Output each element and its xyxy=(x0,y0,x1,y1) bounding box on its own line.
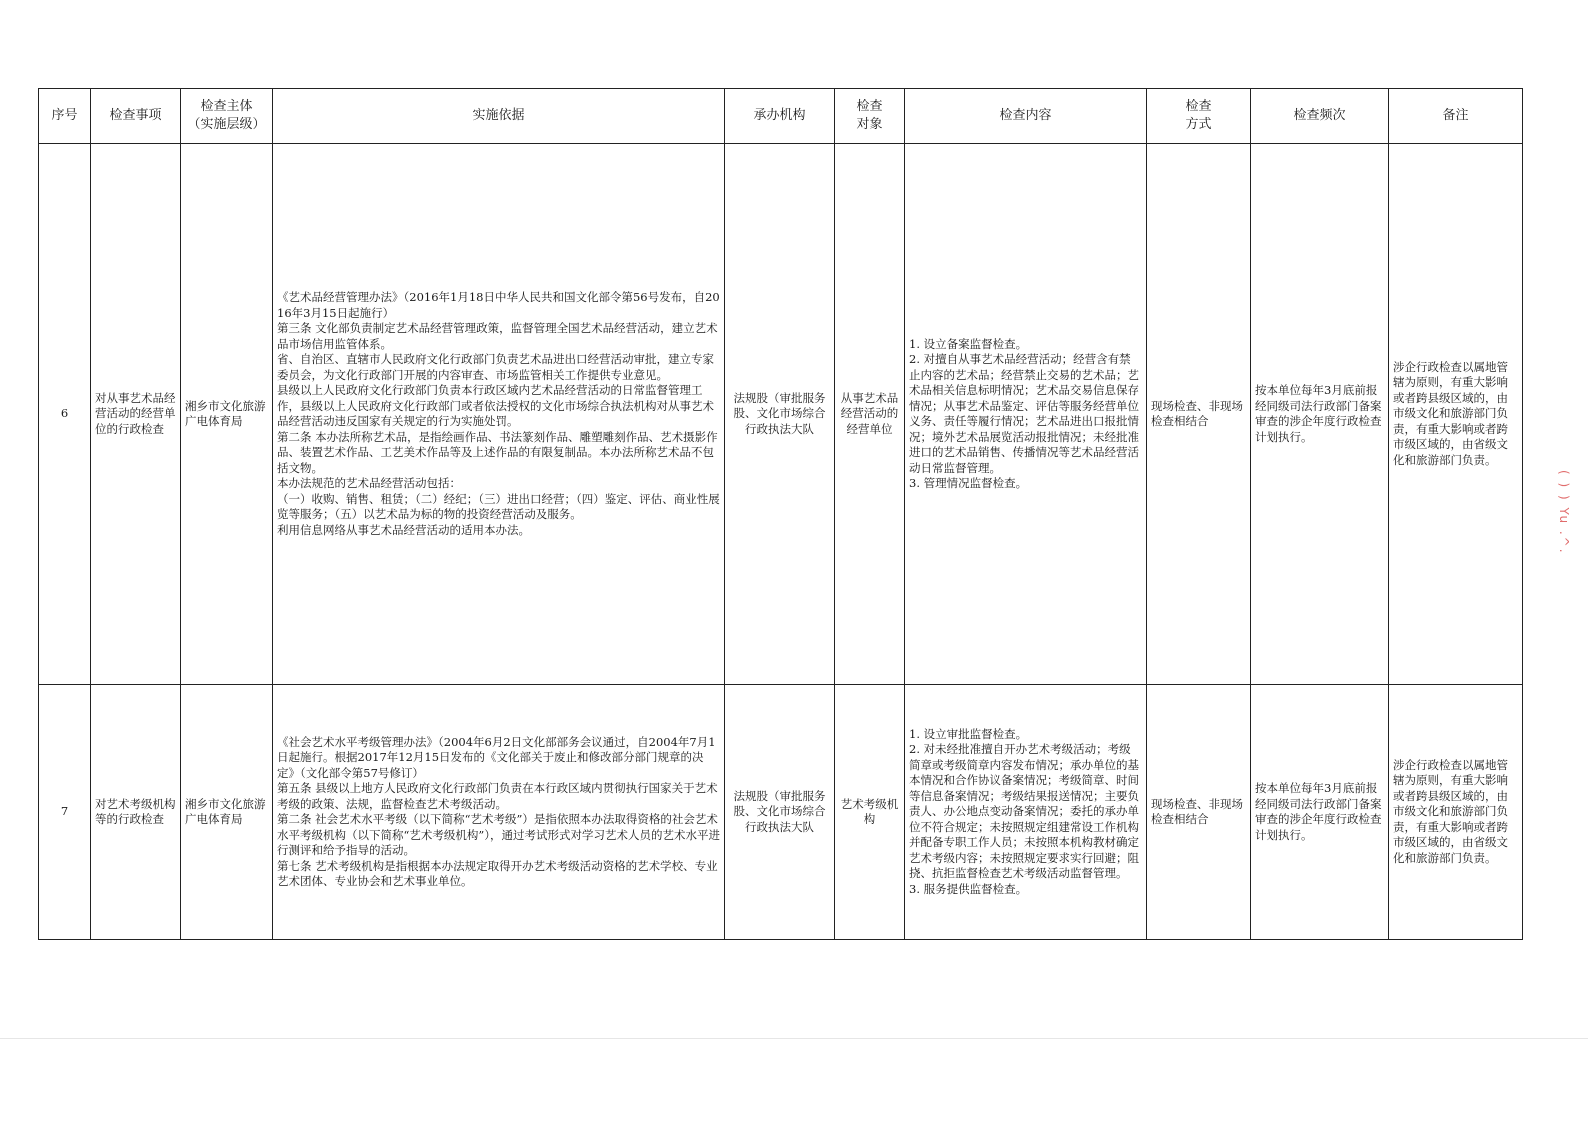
header-agency: 承办机构 xyxy=(725,89,835,144)
header-no: 序号 xyxy=(39,89,91,144)
row-no: 6 xyxy=(39,144,91,685)
basis-paragraph: 第二条 社会艺术水平考级（以下简称“艺术考级”）是指依照本办法取得资格的社会艺术水平考级机构（以下简称“艺术考级机构”），通过考试形式对学习艺术人员的艺术水平进行测评和给予指导的活动。 xyxy=(277,812,721,857)
basis-paragraph: 第三条 文化部负责制定艺术品经营管理政策，监督管理全国艺术品经营活动，建立艺术品市场信用监管体系。 xyxy=(277,321,718,351)
basis-paragraph: 第五条 县级以上地方人民政府文化行政部门负责在本行政区域内贯彻执行国家关于艺术考级的政策、法规，监督检查艺术考级活动。 xyxy=(277,781,718,811)
row-agency: 法规股（审批服务股、文化市场综合行政执法大队 xyxy=(725,144,835,685)
inspection-table xyxy=(38,88,1523,940)
content-paragraph: 3. 服务提供监督检查。 xyxy=(909,881,1028,896)
header-content: 检查内容 xyxy=(905,89,1147,144)
basis-paragraph: 本办法规范的艺术品经营活动包括： xyxy=(277,476,461,490)
row-subject: 湘乡市文化旅游广电体育局 xyxy=(181,144,273,685)
row-target: 从事艺术品经营活动的经营单位 xyxy=(835,144,905,685)
table-row xyxy=(39,144,1523,685)
row-method: 现场检查、非现场检查相结合 xyxy=(1147,685,1251,940)
content-paragraph: 1. 设立审批监督检查。 xyxy=(909,726,1028,741)
header-remarks: 备注 xyxy=(1389,89,1523,144)
header-frequency: 检查频次 xyxy=(1251,89,1389,144)
row-target: 艺术考级机构 xyxy=(835,685,905,940)
header-item: 检查事项 xyxy=(91,89,181,144)
basis-paragraph: 《艺术品经营管理办法》（2016年1月18日中华人民共和国文化部令第56号发布，自2016年3月15日起施行） xyxy=(277,290,720,320)
basis-paragraph: 第二条 本办法所称艺术品，是指绘画作品、书法篆刻作品、雕塑雕刻作品、艺术摄影作品、装置艺术作品、工艺美术作品等及上述作品的有限复制品。本办法所称艺术品不包括文物。 xyxy=(277,429,718,475)
row-agency: 法规股（审批服务股、文化市场综合行政执法大队 xyxy=(725,685,835,940)
header-row xyxy=(39,89,1523,144)
row-frequency: 按本单位每年3月底前报经同级司法行政部门备案审查的涉企年度行政检查计划执行。 xyxy=(1251,685,1389,940)
row-content xyxy=(905,685,1147,940)
row-remarks: 涉企行政检查以属地管辖为原则，有重大影响或者跨县级区域的，由市级文化和旅游部门负责，有重大影响或者跨市级区域的，由省级文化和旅游部门负责。 xyxy=(1389,685,1523,940)
row-item: 对从事艺术品经营活动的经营单位的行政检查 xyxy=(91,144,181,685)
header-basis: 实施依据 xyxy=(273,89,725,144)
header-subject: 检查主体 （实施层级） xyxy=(181,89,273,144)
edge-stamp: ( ) ) Yu .^. xyxy=(1557,470,1571,555)
basis-paragraph: 《社会艺术水平考级管理办法》（2004年6月2日文化部部务会议通过，自2004年7月1日起施行。根据2017年12月15日发布的《文化部关于废止和修改部分部门规章的决定》（文化部令第57号修订） xyxy=(277,734,716,780)
row-subject: 湘乡市文化旅游广电体育局 xyxy=(181,685,273,940)
row-no: 7 xyxy=(39,685,91,940)
header-method: 检查 方式 xyxy=(1147,89,1251,144)
row-item: 对艺术考级机构等的行政检查 xyxy=(91,685,181,940)
basis-paragraph: 县级以上人民政府文化行政部门负责本行政区域内艺术品经营活动的日常监督管理工作，县级以上人民政府文化行政部门或者依法授权的文化市场综合执法机构对从事艺术品经营活动违反国家有关规定的行为实施处罚。 xyxy=(277,383,714,428)
row-basis xyxy=(273,685,725,940)
content-paragraph: 1. 设立备案监督检查。 xyxy=(909,336,1028,351)
table-row xyxy=(39,685,1523,940)
row-content xyxy=(905,144,1147,685)
basis-paragraph: （一）收购、销售、租赁；（二）经纪；（三）进出口经营；（四）鉴定、评估、商业性展览等服务；（五）以艺术品为标的物的投资经营活动及服务。 xyxy=(277,491,720,521)
basis-paragraph: 利用信息网络从事艺术品经营活动的适用本办法。 xyxy=(277,522,530,537)
basis-paragraph: 第七条 艺术考级机构是指根据本办法规定取得开办艺术考级活动资格的艺术学校、专业艺术团体、专业协会和艺术事业单位。 xyxy=(277,858,718,888)
page-bottom-rule xyxy=(0,1038,1588,1039)
basis-paragraph: 省、自治区、直辖市人民政府文化行政部门负责艺术品进出口经营活动审批，建立专家委员会，为文化行政部门开展的内容审查、市场监管相关工作提供专业意见。 xyxy=(277,352,714,382)
header-target: 检查 对象 xyxy=(835,89,905,144)
content-paragraph: 2. 对未经批准擅自开办艺术考级活动；考级简章或考级简章内容发布情况；承办单位的基本情况和合作协议备案情况；考级简章、时间等信息备案情况；考级结果报送情况；主要负责人、办公地点变动备案情况；委托的承办单位不符合规定；未按照规定组建常设工作机构并配备专职工作人员；未按照本机构教材确定艺术考级内容；未按照规定要求实行回避；阻挠、抗拒监督检查艺术考级活动监督管理。 xyxy=(909,742,1139,881)
content-paragraph: 3. 管理情况监督检查。 xyxy=(909,476,1028,490)
row-remarks: 涉企行政检查以属地管辖为原则，有重大影响或者跨县级区域的，由市级文化和旅游部门负责，有重大影响或者跨市级区域的，由省级文化和旅游部门负责。 xyxy=(1389,144,1523,685)
row-frequency: 按本单位每年3月底前报经同级司法行政部门备案审查的涉企年度行政检查计划执行。 xyxy=(1251,144,1389,685)
row-basis xyxy=(273,144,725,685)
row-method: 现场检查、非现场检查相结合 xyxy=(1147,144,1251,685)
content-paragraph: 2. 对擅自从事艺术品经营活动；经营含有禁止内容的艺术品；经营禁止交易的艺术品；艺术品相关信息标明情况；艺术品交易信息保存情况；从事艺术品鉴定、评估等服务经营单位义务、责任等履行情况；艺术品进出口报批情况；境外艺术品展览活动报批情况；未经批准进口的艺术品销售、传播情况等艺术品经营活动日常监督管理。 xyxy=(909,352,1139,475)
